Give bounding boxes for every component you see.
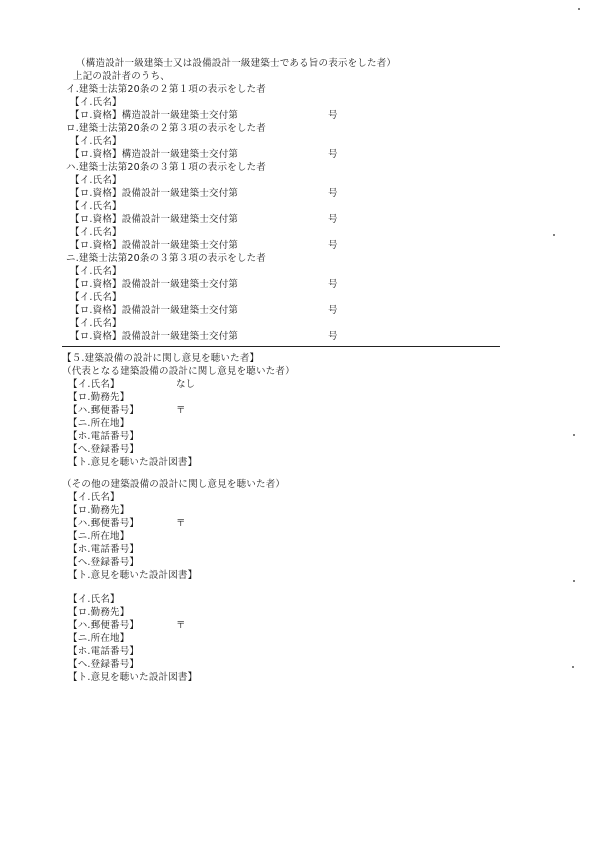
other1-postal-label: 【ハ.郵便番号】 — [68, 518, 140, 529]
group-c2-name-label: 【イ.氏名】 — [70, 201, 122, 212]
main-name-label: 【イ.氏名】 — [68, 379, 120, 390]
main-docs-label: 【ト.意見を聴いた設計図書】 — [68, 457, 198, 468]
other2-office-label: 【ロ.勤務先】 — [68, 607, 130, 618]
group-b-title: ロ.建築士法第20条の２第３項の表示をした者 — [66, 123, 267, 134]
group-c3-number-suffix: 号 — [328, 240, 338, 251]
other1-phone-label: 【ホ.電話番号】 — [68, 544, 140, 555]
group-b-number-suffix: 号 — [328, 149, 338, 160]
scan-speck — [553, 234, 555, 236]
group-d2-name-label: 【イ.氏名】 — [70, 292, 122, 303]
scan-speck — [572, 666, 574, 668]
group-d1-name-label: 【イ.氏名】 — [70, 266, 122, 277]
group-a-qual-label: 【ロ.資格】構造設計一級建築士交付第 — [70, 110, 239, 121]
group-b-name-label: 【イ.氏名】 — [70, 136, 122, 147]
group-d1-number-suffix: 号 — [328, 279, 338, 290]
group-c1-number-suffix: 号 — [328, 188, 338, 199]
scan-speck — [573, 580, 575, 582]
group-c1-name-label: 【イ.氏名】 — [70, 175, 122, 186]
group-d3-qual-label: 【ロ.資格】設備設計一級建築士交付第 — [70, 331, 239, 342]
section2-other-subheading: （その他の建築設備の設計に関し意見を聴いた者） — [62, 479, 286, 490]
group-a-number-suffix: 号 — [328, 110, 338, 121]
group-a-title: イ.建築士法第20条の２第１項の表示をした者 — [66, 84, 267, 95]
main-address-label: 【ニ.所在地】 — [68, 418, 130, 429]
section1-heading: （構造設計一級建築士又は設備設計一級建築士である旨の表示をした者） — [76, 58, 397, 69]
group-d2-qual-label: 【ロ.資格】設備設計一級建築士交付第 — [70, 305, 239, 316]
group-d3-number-suffix: 号 — [328, 331, 338, 342]
group-c3-name-label: 【イ.氏名】 — [70, 227, 122, 238]
section2-heading: 【５.建築設備の設計に関し意見を聴いた者】 — [62, 353, 260, 364]
group-c2-number-suffix: 号 — [328, 214, 338, 225]
other2-postal-mark: 〒 — [176, 620, 186, 631]
other1-office-label: 【ロ.勤務先】 — [68, 505, 130, 516]
group-b-qual-label: 【ロ.資格】構造設計一級建築士交付第 — [70, 149, 239, 160]
other1-name-label: 【イ.氏名】 — [68, 492, 120, 503]
main-reg-label: 【ヘ.登録番号】 — [68, 444, 140, 455]
other1-reg-label: 【ヘ.登録番号】 — [68, 557, 140, 568]
main-office-label: 【ロ.勤務先】 — [68, 392, 130, 403]
group-c1-qual-label: 【ロ.資格】設備設計一級建築士交付第 — [70, 188, 239, 199]
other1-address-label: 【ニ.所在地】 — [68, 531, 130, 542]
group-c-title: ハ.建築士法第20条の３第１項の表示をした者 — [66, 162, 267, 173]
group-c2-qual-label: 【ロ.資格】設備設計一級建築士交付第 — [70, 214, 239, 225]
group-d1-qual-label: 【ロ.資格】設備設計一級建築士交付第 — [70, 279, 239, 290]
section-divider — [62, 346, 500, 347]
main-postal-mark: 〒 — [176, 405, 186, 416]
other2-phone-label: 【ホ.電話番号】 — [68, 646, 140, 657]
other2-docs-label: 【ト.意見を聴いた設計図書】 — [68, 672, 198, 683]
main-postal-label: 【ハ.郵便番号】 — [68, 405, 140, 416]
group-d2-number-suffix: 号 — [328, 305, 338, 316]
main-name-value: なし — [176, 379, 196, 390]
group-d3-name-label: 【イ.氏名】 — [70, 318, 122, 329]
other2-postal-label: 【ハ.郵便番号】 — [68, 620, 140, 631]
scan-speck — [573, 434, 575, 436]
section2-main-subheading: （代表となる建築設備の設計に関し意見を聴いた者） — [62, 366, 295, 377]
group-a-name-label: 【イ.氏名】 — [70, 97, 122, 108]
other1-postal-mark: 〒 — [176, 518, 186, 529]
other1-docs-label: 【ト.意見を聴いた設計図書】 — [68, 570, 198, 581]
other2-address-label: 【ニ.所在地】 — [68, 633, 130, 644]
other2-name-label: 【イ.氏名】 — [68, 594, 120, 605]
group-d-title: ニ.建築士法第20条の３第３項の表示をした者 — [66, 253, 267, 264]
main-phone-label: 【ホ.電話番号】 — [68, 431, 140, 442]
scan-speck — [578, 8, 580, 10]
group-c3-qual-label: 【ロ.資格】設備設計一級建築士交付第 — [70, 240, 239, 251]
section1-intro: 上記の設計者のうち、 — [73, 71, 171, 82]
other2-reg-label: 【ヘ.登録番号】 — [68, 659, 140, 670]
